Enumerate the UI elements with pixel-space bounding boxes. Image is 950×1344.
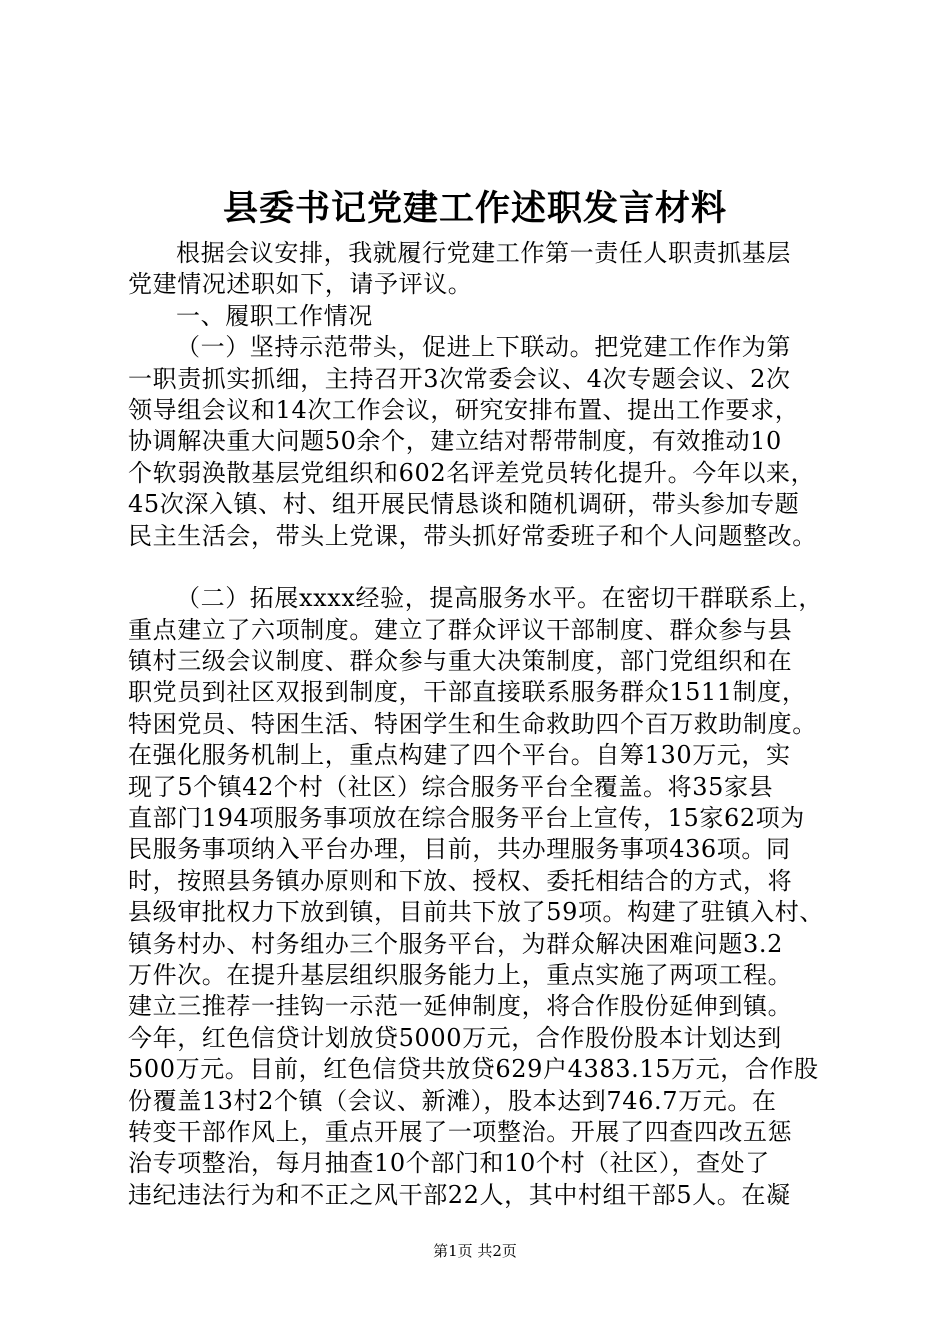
body-line: （二）拓展xxxx经验，提高服务水平。在密切干群联系上， [176, 584, 823, 613]
body-line: 个软弱涣散基层党组织和602名评差党员转化提升。今年以来， [128, 458, 816, 487]
body-line: 民服务事项纳入平台办理，目前，共办理服务事项436项。同 [128, 835, 791, 864]
body-line: 特困党员、特困生活、特困学生和生命救助四个百万救助制度。 [128, 709, 817, 738]
document-body [128, 238, 828, 1211]
body-line: 建立三推荐一挂钩一示范一延伸制度，将合作股份延伸到镇。 [128, 992, 793, 1021]
body-line: 现了5个镇42个村（社区）综合服务平台全覆盖。将35家县 [128, 772, 774, 801]
body-line: 一职责抓实抓细，主持召开3次常委会议、4次专题会议、2次 [128, 364, 791, 393]
body-line: 根据会议安排，我就履行党建工作第一责任人职责抓基层 [176, 239, 791, 267]
body-line: 治专项整治，每月抽查10个部门和10个村（社区），查处了 [128, 1149, 770, 1178]
body-line: 民主生活会，带头上党课，带头抓好常委班子和个人问题整改。 [128, 521, 817, 550]
body-line: 县级审批权力下放到镇，目前共下放了59项。构建了驻镇入村、 [128, 898, 824, 927]
body-line: 转变干部作风上，重点开展了一项整治。开展了四查四改五惩 [128, 1117, 793, 1146]
body-line: 镇务村办、村务组办三个服务平台，为群众解决困难问题3.2 [128, 929, 783, 958]
body-line: 万件次。在提升基层组织服务能力上，重点实施了两项工程。 [128, 960, 793, 989]
paragraph-gap [128, 552, 828, 583]
document-title: 县委书记党建工作述职发言材料 [222, 189, 727, 229]
body-line: 领导组会议和14次工作会议，研究安排布置、提出工作要求， [128, 395, 800, 424]
section-heading: 一、履职工作情况 [176, 301, 373, 330]
body-line: 重点建立了六项制度。建立了群众评议干部制度、群众参与县 [128, 615, 793, 644]
body-line: 党建情况述职如下，请予评议。 [128, 270, 473, 299]
body-line: 今年，红色信贷计划放贷5000万元，合作股份股本计划达到 [128, 1023, 782, 1052]
page-footer: 第1页 共2页 [433, 1242, 517, 1260]
body-line: （一）坚持示范带头，促进上下联动。把党建工作作为第 [176, 333, 791, 362]
body-line: 协调解决重大问题50余个，建立结对帮带制度，有效推动10 [128, 427, 782, 456]
body-line: 在强化服务机制上，重点构建了四个平台。自筹130万元，实 [128, 741, 791, 770]
body-line: 时，按照县务镇办原则和下放、授权、委托相结合的方式，将 [128, 866, 793, 895]
body-line: 500万元。目前，红色信贷共放贷629户4383.15万元，合作股 [128, 1055, 819, 1084]
body-line: 职党员到社区双报到制度，干部直接联系服务群众1511制度， [128, 678, 807, 707]
body-line: 违纪违法行为和不正之风干部22人，其中村组干部5人。在凝 [128, 1180, 791, 1209]
body-line: 45次深入镇、村、组开展民情恳谈和随机调研，带头参加专题 [128, 490, 800, 519]
body-line: 镇村三级会议制度、群众参与重大决策制度，部门党组织和在 [128, 647, 793, 676]
body-line: 直部门194项服务事项放在综合服务平台上宣传，15家62项为 [128, 804, 805, 833]
body-line: 份覆盖13村2个镇（会议、新滩），股本达到746.7万元。在 [128, 1086, 777, 1115]
